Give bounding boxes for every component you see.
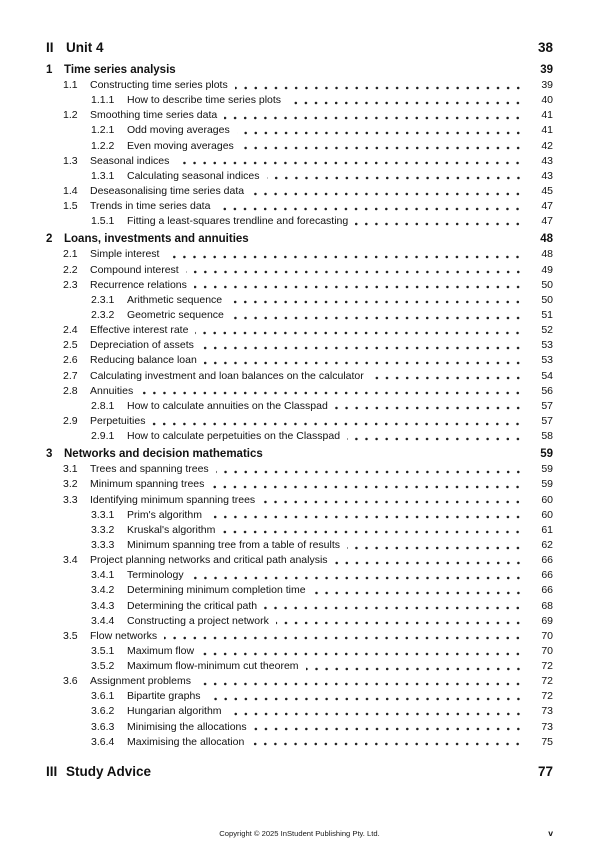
dot-leader: [347, 429, 524, 444]
toc-entry-page: 70: [541, 644, 553, 657]
toc-entry-page: 43: [541, 154, 553, 167]
toc-entry-page: 56: [541, 384, 553, 397]
toc-entry-page: 59: [541, 463, 553, 476]
toc-entry-title: Assignment problems: [90, 675, 191, 688]
dot-leader: [194, 278, 524, 293]
toc-entry-2: [46, 231, 553, 247]
dot-leader: [229, 704, 524, 719]
toc-entry-title: Identifying minimum spanning trees: [90, 493, 256, 506]
toc-entry-3-3-1: [46, 508, 553, 523]
toc-entry-page: 47: [541, 215, 553, 228]
toc-entry-page: 41: [541, 109, 553, 122]
toc-entry-title: Fitting a least-squares trendline and forecasting: [127, 215, 349, 228]
toc-entry-title: Minimum spanning tree from a table of results: [127, 538, 341, 551]
toc-entry-number: 1.1: [63, 79, 78, 91]
dot-leader: [152, 414, 524, 429]
toc-entry-number: 3.4: [63, 554, 78, 567]
dot-leader: [164, 629, 524, 644]
toc-entry-number: 3.4.2: [91, 584, 115, 597]
toc-entry-page: 72: [541, 690, 553, 703]
dot-leader: [208, 689, 524, 704]
toc-entry-3-6-1: [46, 689, 553, 704]
toc-entry-number: 1.5.1: [91, 215, 115, 228]
toc-entry-page: 62: [541, 538, 553, 551]
dot-leader: [140, 384, 524, 399]
toc-entry-page: 73: [541, 720, 553, 733]
toc-entry-page: 72: [541, 675, 553, 688]
toc-entry-number: 3.4.4: [91, 614, 115, 627]
toc-entry-page: 59: [541, 478, 553, 491]
dot-leader: [355, 214, 524, 229]
dot-leader: [270, 446, 524, 462]
toc-entry-number: 3.4.1: [91, 569, 115, 582]
toc-entry-title: Calculating investment and loan balances on the calculator: [90, 369, 364, 382]
toc-entry-page: 39: [541, 79, 553, 91]
toc-entry-3-5-1: [46, 644, 553, 659]
toc-entry-number: 3.3.2: [91, 523, 115, 536]
toc-entry-number: 1.3.1: [91, 169, 115, 182]
toc-entry-page: 40: [541, 94, 553, 107]
toc-entry-2-3-1: [46, 293, 553, 308]
toc-entry-2-2: [46, 263, 553, 278]
toc-entry-title: Determining minimum completion time: [127, 584, 306, 597]
toc-entry-title: Annuities: [90, 384, 134, 397]
toc-entry-2-8-1: [46, 399, 553, 414]
toc-entry-2-9: [46, 414, 553, 429]
toc-entry-page: 38: [537, 40, 553, 55]
toc-entry-number: 3.5.2: [91, 660, 115, 673]
dot-leader: [166, 247, 524, 262]
toc-entry-number: 1: [46, 64, 53, 76]
dot-leader: [186, 263, 524, 278]
toc-entry-page: 61: [541, 523, 553, 536]
dot-leader: [216, 462, 524, 477]
toc-entry-page: 43: [541, 169, 553, 182]
toc-entry-title: Even moving averages: [127, 139, 234, 152]
toc-entry-3-4-1: [46, 568, 553, 583]
toc-entry-number: 2.9: [63, 414, 78, 427]
dot-leader: [204, 353, 524, 368]
toc-entry-number: 2.8.1: [91, 399, 115, 412]
toc-entry-number: 3.5.1: [91, 644, 115, 657]
toc-entry-2-3-2: [46, 308, 553, 323]
dot-leader: [198, 674, 524, 689]
toc-entry-title: Flow networks: [90, 629, 158, 642]
dot-leader: [183, 62, 524, 78]
toc-entry-number: 1.2.1: [91, 124, 115, 137]
dot-leader: [229, 293, 524, 308]
dot-leader: [191, 568, 524, 583]
toc-entry-number: 3.5: [63, 629, 78, 642]
toc-entry-1-1: [46, 78, 553, 93]
toc-entry-title: Recurrence relations: [90, 278, 187, 291]
dot-leader: [241, 139, 524, 154]
toc-entry-title: Geometric sequence: [127, 308, 224, 321]
dot-leader: [288, 93, 524, 108]
toc-entry-page: 49: [541, 263, 553, 276]
toc-entry-title: Reducing balance loan: [90, 354, 197, 367]
dot-leader: [371, 369, 524, 384]
dot-leader: [251, 735, 524, 750]
toc-entry-2-3: [46, 278, 553, 293]
toc-entry-1-5: [46, 199, 553, 214]
toc-entry-page: 75: [541, 735, 553, 748]
toc-entry-page: 47: [541, 200, 553, 213]
toc-entry-page: 51: [541, 308, 553, 321]
dot-leader: [347, 538, 524, 553]
dot-leader: [158, 762, 524, 782]
toc-entry-number: III: [46, 763, 58, 779]
toc-entry-page: 68: [541, 599, 553, 612]
toc-entry-page: 66: [541, 554, 553, 567]
toc-entry-page: 48: [541, 248, 553, 261]
toc-entry-number: 3.6.2: [91, 705, 115, 718]
toc-entry-title: Odd moving averages: [127, 124, 230, 137]
dot-leader: [251, 184, 524, 199]
table-of-contents: [46, 38, 553, 786]
toc-entry-number: 3.6.3: [91, 720, 115, 733]
toc-entry-title: Smoothing time series data: [90, 109, 218, 122]
toc-entry-number: 2.3: [63, 278, 78, 291]
toc-entry-number: 2.2: [63, 263, 78, 276]
toc-entry-page: 42: [541, 139, 553, 152]
dot-leader: [211, 477, 524, 492]
toc-entry-page: 45: [541, 184, 553, 197]
toc-entry-title: Kruskal's algorithm: [127, 523, 216, 536]
toc-entry-3: [46, 446, 553, 462]
toc-entry-1-2-1: [46, 123, 553, 138]
toc-entry-page: 48: [540, 233, 553, 246]
toc-entry-title: Maximum flow-minimum cut theorem: [127, 660, 299, 673]
toc-entry-number: 3.6.4: [91, 735, 115, 748]
toc-entry-3-1: [46, 462, 553, 477]
toc-entry-number: 1.4: [63, 184, 78, 197]
dot-leader: [313, 583, 524, 598]
toc-entry-title: Unit 4: [66, 40, 104, 55]
toc-entry-number: 2.1: [63, 248, 78, 261]
toc-entry-number: 3.6: [63, 675, 78, 688]
toc-entry-number: 2.3.1: [91, 293, 115, 306]
toc-entry-title: Hungarian algorithm: [127, 705, 222, 718]
toc-entry-number: 2.7: [63, 369, 78, 382]
toc-entry-2-4: [46, 323, 553, 338]
toc-entry-number: 2.5: [63, 339, 78, 352]
toc-entry-2-7: [46, 369, 553, 384]
dot-leader: [209, 508, 524, 523]
toc-entry-title: How to calculate perpetuities on the Classpad: [127, 430, 341, 443]
toc-entry-3-6-4: [46, 735, 553, 750]
dot-leader: [231, 308, 524, 323]
toc-entry-number: 3.3.3: [91, 538, 115, 551]
toc-entry-title: Constructing time series plots: [90, 79, 228, 91]
toc-entry-page: 57: [541, 414, 553, 427]
toc-entry-number: 3.3.1: [91, 508, 115, 521]
toc-entry-page: 73: [541, 705, 553, 718]
toc-entry-1: [46, 62, 553, 78]
toc-entry-number: 2.4: [63, 324, 78, 337]
dot-leader: [201, 644, 524, 659]
toc-entry-title: Networks and decision mathematics: [64, 448, 263, 461]
dot-leader: [267, 169, 525, 184]
toc-entry-2-6: [46, 353, 553, 368]
dot-leader: [224, 108, 524, 123]
toc-entry-page: 69: [541, 614, 553, 627]
toc-entry-title: Determining the critical path: [127, 599, 258, 612]
toc-entry-page: 58: [541, 430, 553, 443]
toc-entry-number: 2.9.1: [91, 430, 115, 443]
dot-leader: [111, 38, 524, 58]
toc-entry-title: Time series analysis: [64, 64, 176, 76]
toc-entry-title: Trees and spanning trees: [90, 463, 209, 476]
dot-leader: [254, 720, 524, 735]
toc-entry-number: 1.3: [63, 154, 78, 167]
toc-entry-title: Trends in time series data: [90, 200, 211, 213]
toc-entry-number: 3.6.1: [91, 690, 115, 703]
dot-leader: [235, 78, 524, 93]
dot-leader: [217, 199, 524, 214]
toc-entry-1-4: [46, 184, 553, 199]
dot-leader: [195, 323, 524, 338]
toc-entry-page: 53: [541, 354, 553, 367]
toc-entry-number: 2.3.2: [91, 308, 115, 321]
toc-entry-3-5-2: [46, 659, 553, 674]
toc-entry-page: 50: [541, 278, 553, 291]
toc-entry-3-4-4: [46, 614, 553, 629]
dot-leader: [276, 614, 524, 629]
toc-entry-title: Perpetuities: [90, 414, 146, 427]
toc-entry-1-3-1: [46, 169, 553, 184]
toc-entry-number: 2.8: [63, 384, 78, 397]
toc-entry-page: 41: [541, 124, 553, 137]
dot-leader: [256, 231, 524, 247]
toc-entry-title: Terminology: [127, 569, 184, 582]
dot-leader: [222, 523, 524, 538]
toc-entry-number: 1.2.2: [91, 139, 115, 152]
toc-entry-page: 60: [541, 508, 553, 521]
toc-entry-title: How to describe time series plots: [127, 94, 282, 107]
toc-entry-1-5-1: [46, 214, 553, 229]
toc-entry-number: 1.5: [63, 200, 78, 213]
toc-entry-3-4: [46, 553, 553, 568]
toc-entry-title: Calculating seasonal indices: [127, 169, 260, 182]
page-footer: [46, 829, 553, 841]
toc-entry-number: 2: [46, 233, 53, 246]
copyright-text: Copyright © 2025 InStudent Publishing Pty. Ltd.: [219, 829, 380, 838]
toc-entry-number: 3.2: [63, 478, 78, 491]
toc-entry-page: 66: [541, 584, 553, 597]
toc-entry-3-3-3: [46, 538, 553, 553]
toc-entry-title: Seasonal indices: [90, 154, 170, 167]
toc-entry-title: Maximum flow: [127, 644, 195, 657]
toc-entry-title: Simple interest: [90, 248, 160, 261]
toc-entry-3-4-3: [46, 599, 553, 614]
toc-entry-title: Effective interest rate: [90, 324, 189, 337]
toc-entry-iii: [46, 762, 553, 782]
toc-entry-page: 72: [541, 660, 553, 673]
toc-entry-title: Project planning networks and critical path analysis: [90, 554, 328, 567]
toc-entry-page: 66: [541, 569, 553, 582]
toc-entry-title: Prim's algorithm: [127, 508, 202, 521]
toc-entry-title: Depreciation of assets: [90, 339, 194, 352]
toc-entry-1-2-2: [46, 139, 553, 154]
toc-entry-page: 50: [541, 293, 553, 306]
toc-entry-2-1: [46, 247, 553, 262]
toc-entry-page: 52: [541, 324, 553, 337]
toc-entry-title: Compound interest: [90, 263, 179, 276]
toc-entry-number: 3: [46, 448, 53, 461]
toc-entry-3-2: [46, 477, 553, 492]
toc-entry-page: 70: [541, 629, 553, 642]
folio-page-label: v: [548, 828, 553, 838]
toc-entry-number: II: [46, 40, 54, 55]
toc-entry-ii: [46, 38, 553, 58]
toc-entry-title: Constructing a project network: [127, 614, 269, 627]
toc-entry-3-6-3: [46, 720, 553, 735]
toc-entry-title: Minimum spanning trees: [90, 478, 205, 491]
dot-leader: [335, 399, 524, 414]
dot-leader: [264, 599, 524, 614]
toc-entry-2-8: [46, 384, 553, 399]
toc-entry-2-9-1: [46, 429, 553, 444]
toc-entry-1-3: [46, 154, 553, 169]
toc-entry-title: Arithmetic sequence: [127, 293, 223, 306]
toc-entry-page: 54: [541, 369, 553, 382]
toc-entry-1-1-1: [46, 93, 553, 108]
toc-entry-number: 3.4.3: [91, 599, 115, 612]
dot-leader: [201, 338, 524, 353]
toc-entry-2-5: [46, 338, 553, 353]
toc-entry-number: 1.2: [63, 109, 78, 122]
toc-entry-number: 1.1.1: [91, 94, 115, 107]
toc-entry-title: Study Advice: [66, 763, 152, 779]
toc-entry-number: 3.1: [63, 463, 78, 476]
toc-entry-3-4-2: [46, 583, 553, 598]
dot-leader: [176, 154, 524, 169]
dot-leader: [335, 553, 524, 568]
toc-entry-number: 2.6: [63, 354, 78, 367]
toc-entry-page: 53: [541, 339, 553, 352]
toc-entry-title: Deseasonalising time series data: [90, 184, 245, 197]
toc-entry-title: How to calculate annuities on the Classpad: [127, 399, 328, 412]
dot-leader: [262, 493, 524, 508]
toc-entry-number: 3.3: [63, 493, 78, 506]
toc-entry-page: 57: [541, 399, 553, 412]
toc-entry-page: 39: [540, 64, 553, 76]
toc-entry-title: Maximising the allocation: [127, 735, 245, 748]
toc-entry-page: 60: [541, 493, 553, 506]
toc-entry-3-3-2: [46, 523, 553, 538]
toc-entry-title: Loans, investments and annuities: [64, 233, 249, 246]
toc-entry-3-5: [46, 629, 553, 644]
toc-entry-page: 59: [540, 448, 553, 461]
toc-entry-page: 77: [537, 763, 553, 779]
dot-leader: [237, 123, 524, 138]
toc-entry-3-6-2: [46, 704, 553, 719]
toc-entry-title: Minimising the allocations: [127, 720, 247, 733]
toc-entry-3-3: [46, 493, 553, 508]
toc-entry-3-6: [46, 674, 553, 689]
toc-entry-title: Bipartite graphs: [127, 690, 201, 703]
toc-entry-1-2: [46, 108, 553, 123]
dot-leader: [306, 659, 524, 674]
